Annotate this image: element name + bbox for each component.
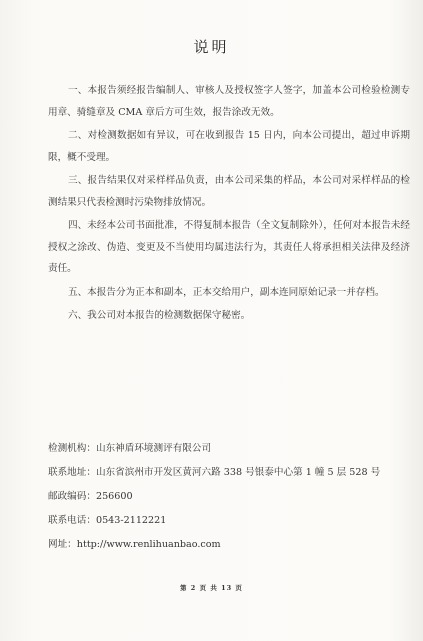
statement-item-3: 三、报告结果仅对采样样品负责，由本公司采集的样品，本公司对采样样品的检测结果只代表检测时污染物排放情况。 bbox=[48, 175, 410, 208]
contact-address: 联系地址：山东省滨州市开发区黄河六路 338 号银泰中心第 1 幢 5 层 528 号 bbox=[48, 467, 381, 478]
contact-info bbox=[48, 437, 410, 557]
statement-list bbox=[48, 80, 410, 329]
statement-item-5: 五、本报告分为正本和副本，正本交给用户，副本连同原始记录一并存档。 bbox=[68, 286, 385, 298]
contact-phone: 联系电话：0543-2112221 bbox=[48, 515, 167, 526]
page-number: 第 2 页 共 13 页 bbox=[180, 584, 243, 592]
statement-item-2: 二、对检测数据如有异议，可在收到报告 15 日内，向本公司提出，超过申诉期限，概不受理。 bbox=[48, 130, 410, 163]
contact-postcode: 邮政编码：256600 bbox=[48, 491, 133, 502]
contact-org: 检测机构：山东神盾环境测评有限公司 bbox=[48, 443, 212, 454]
statement-item-6: 六、我公司对本报告的检测数据保守秘密。 bbox=[68, 310, 251, 321]
document-title: 说明 bbox=[193, 38, 230, 56]
statement-item-4: 四、未经本公司书面批准，不得复制本报告（全文复制除外），任何对本报告未经授权之涂改、伪造、变更及不当使用均属违法行为，其责任人将承担相关法律及经济责任。 bbox=[48, 220, 410, 274]
contact-website: 网址：http://www.renlihuanbao.com bbox=[48, 539, 221, 550]
statement-item-1: 一、本报告须经报告编制人、审核人及授权签字人签字，加盖本公司检验检测专用章、骑缝章及 CMA 章后方可生效，报告涂改无效。 bbox=[48, 85, 410, 118]
